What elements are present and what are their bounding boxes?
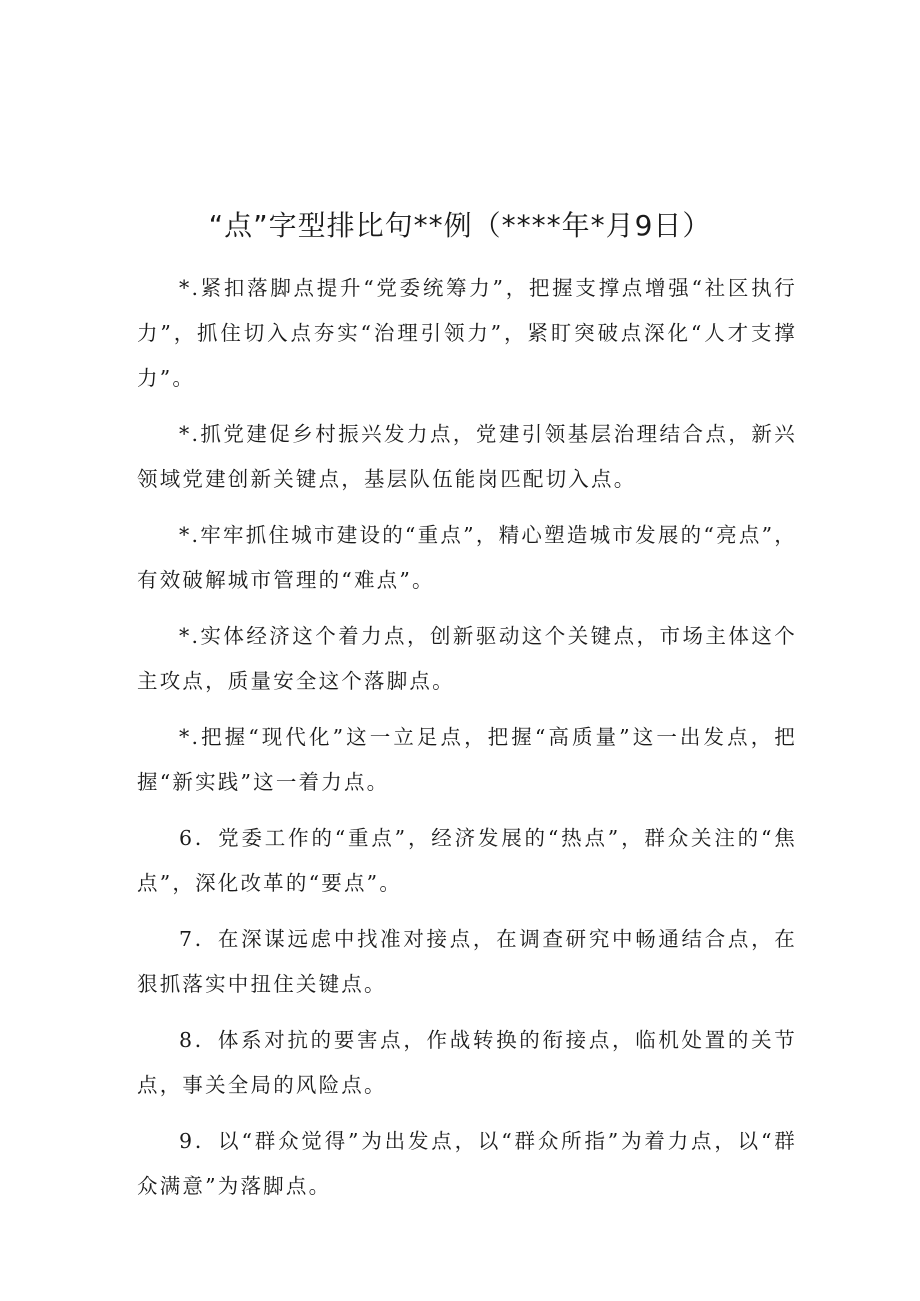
paragraph-6: 6．党委工作的“重点”，经济发展的“热点”，群众关注的“焦点”，深化改革的“要点”。 (137, 826, 797, 895)
paragraph-3: *.牢牢抓住城市建设的“重点”，精心塑造城市发展的“亮点”，有效破解城市管理的“难点”。 (137, 523, 797, 592)
paragraph-2: *.抓党建促乡村振兴发力点，党建引领基层治理结合点，新兴领域党建创新关键点，基层队伍能岗匹配切入点。 (137, 422, 797, 491)
document-title: “点”字型排比句**例（****年*月9日） (208, 209, 712, 242)
paragraph-9: 9．以“群众觉得”为出发点，以“群众所指”为着力点，以“群众满意”为落脚点。 (137, 1129, 797, 1198)
paragraph-7: 7．在深谋远虑中找准对接点，在调查研究中畅通结合点，在狠抓落实中扭住关键点。 (137, 927, 797, 996)
document-body (137, 266, 797, 1220)
paragraph-8: 8．体系对抗的要害点，作战转换的衔接点，临机处置的关节点，事关全局的风险点。 (137, 1028, 797, 1097)
paragraph-4: *.实体经济这个着力点，创新驱动这个关键点，市场主体这个主攻点，质量安全这个落脚点。 (137, 624, 797, 693)
paragraph-5: *.把握“现代化”这一立足点，把握“高质量”这一出发点，把握“新实践”这一着力点。 (137, 725, 797, 794)
paragraph-1: *.紧扣落脚点提升“党委统筹力”，把握支撑点增强“社区执行力”，抓住切入点夯实“治理引领力”，紧盯突破点深化“人才支撑力”。 (137, 276, 797, 390)
